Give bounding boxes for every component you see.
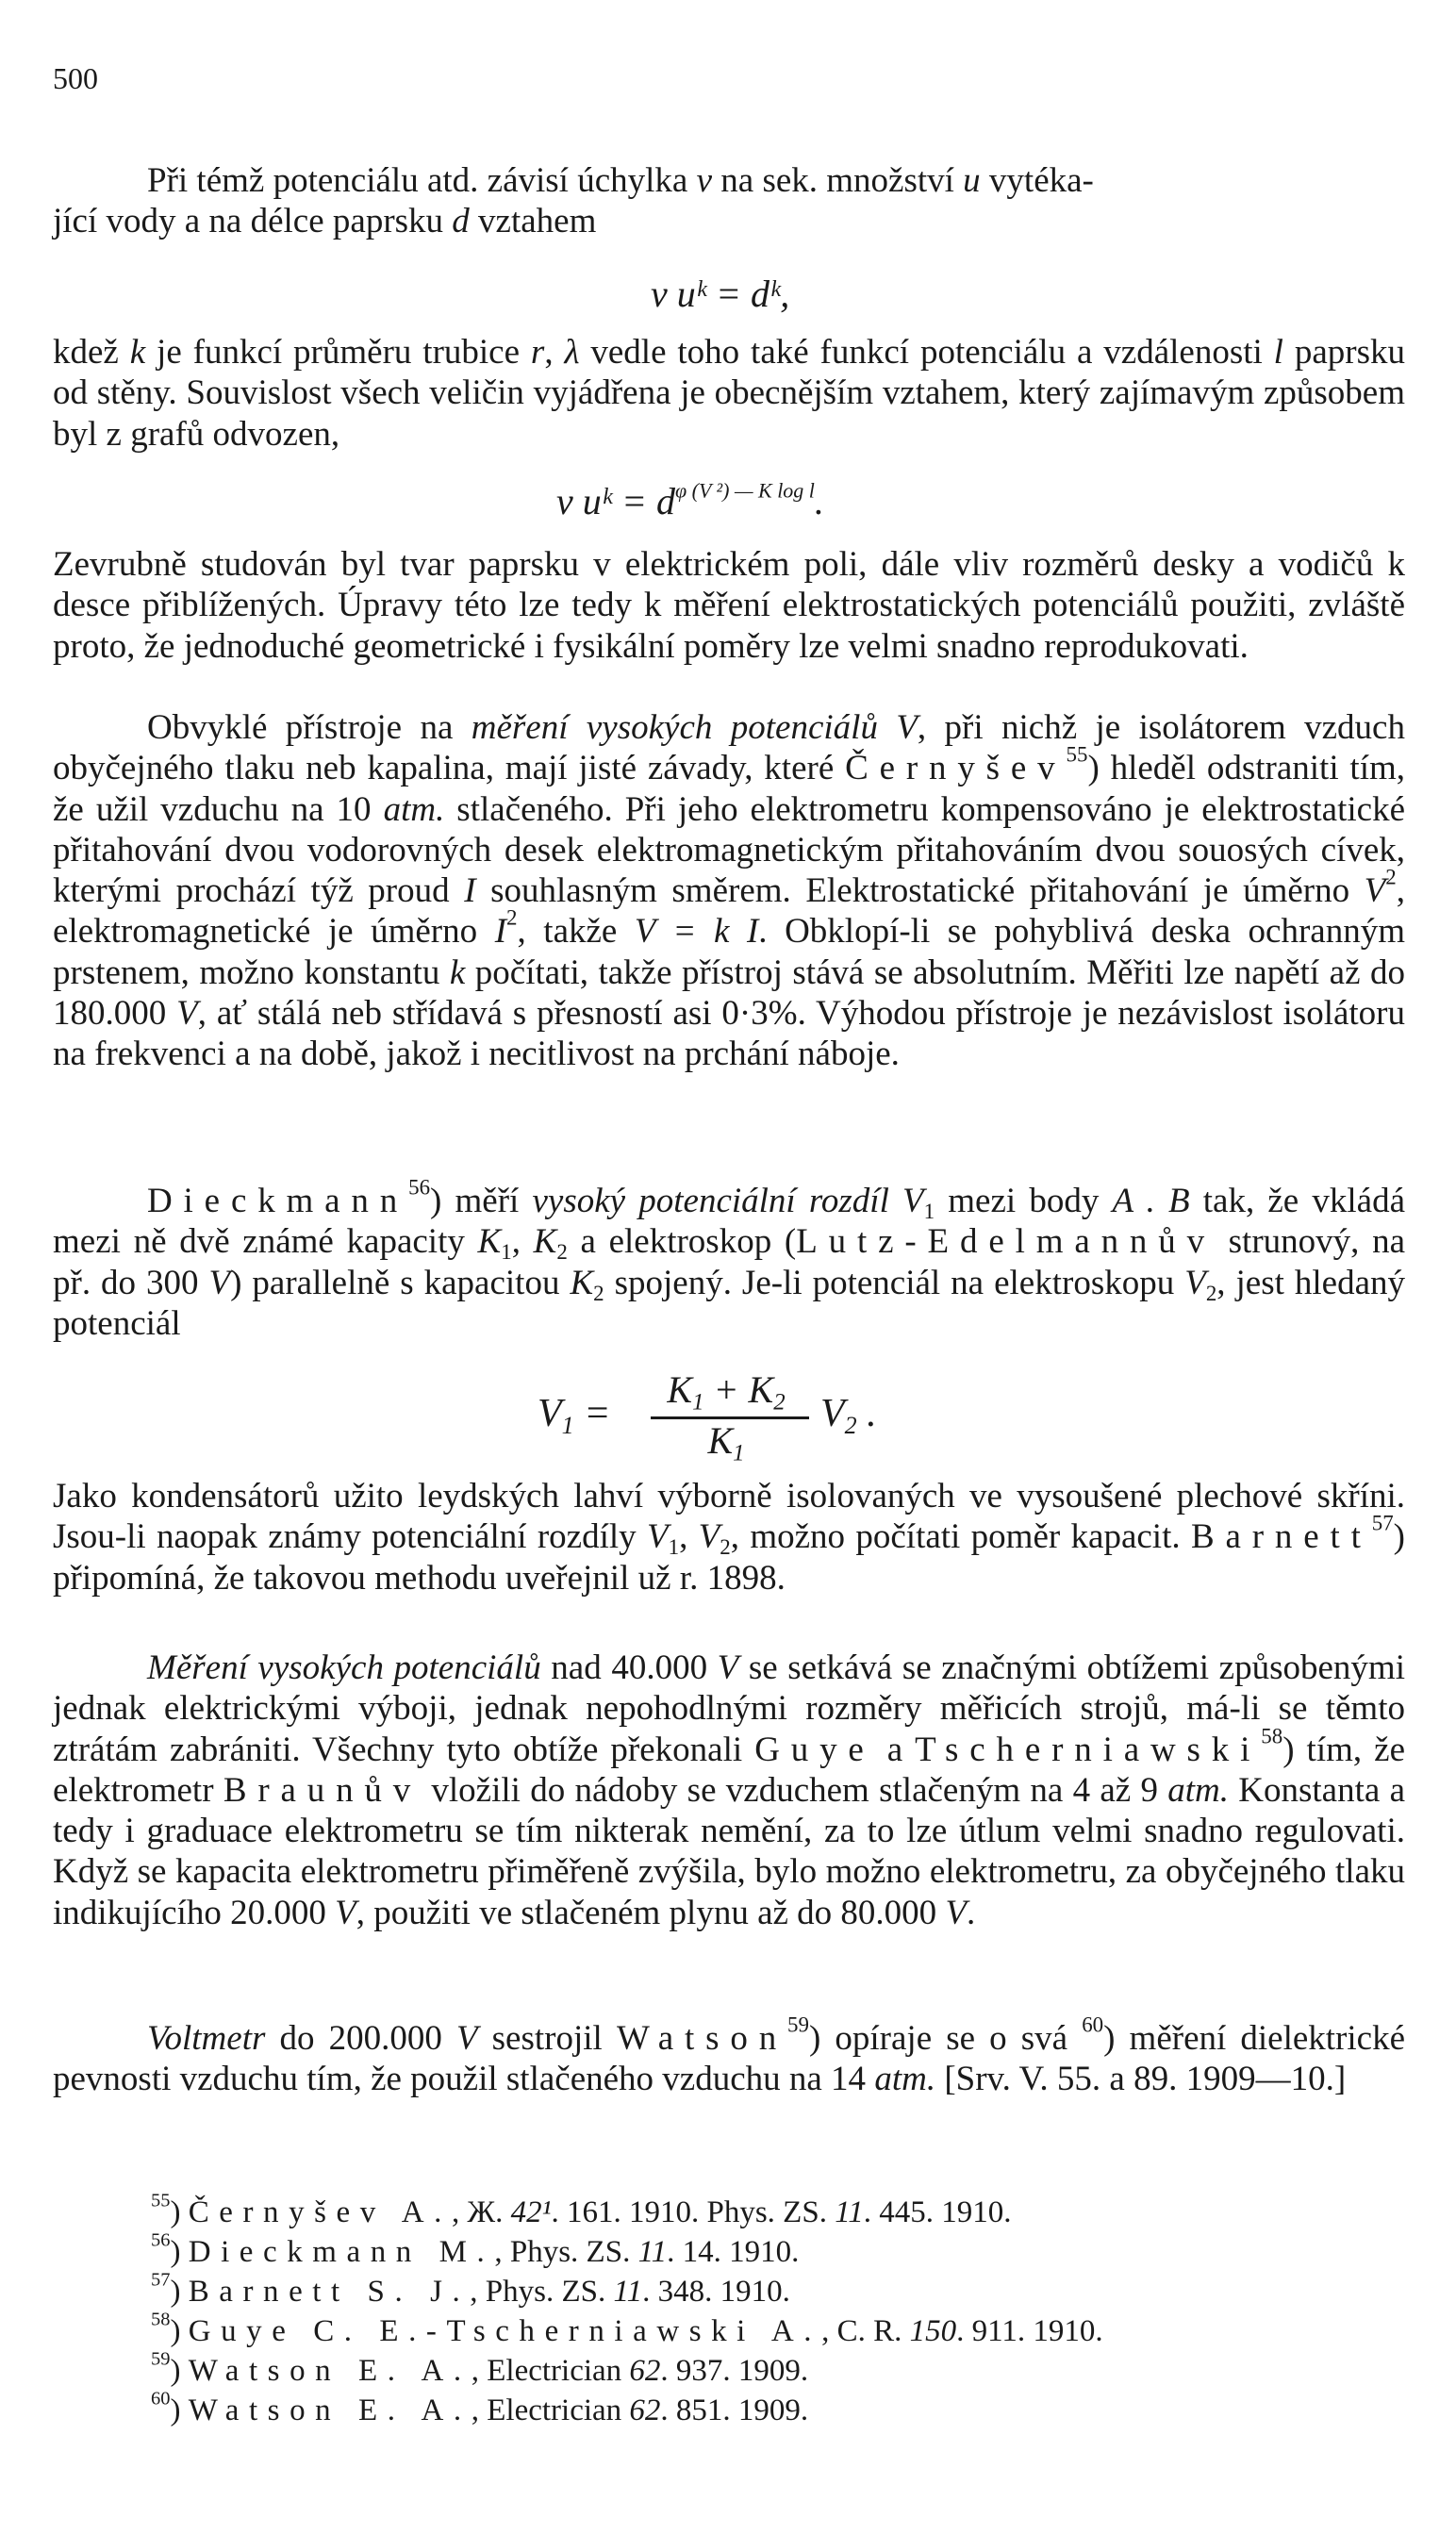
paragraph-4: Obvyklé přístroje na měření vysokých potenciálů V, při nichž je isolátorem vzduch obyčejného tlaku neb kapalina, mají jisté závady, které Černyšev$^{55}$) hleděl odstraniti tím, že užil vzduchu na 10 atm. stlačeného. Při jeho elektrometru kompensováno je elektrostatické přitahování dvou vodorovných desek elektromagnetickým přitahováním dvou souosých cívek, kterými prochází týž proud I souhlasným směrem. Elektrostatické přitahování je úměrno $V^2$, elektromagnetické je úměrno $I^2$, takže V = k I. Obklopí-li se pohyblivá deska ochranným prstenem, možno konstantu k počítati, takže přístroj stává se absolutním. Měřiti lze napětí až do 180.000 V, ať stálá neb střídavá s přesností asi 0·3%. Výhodou přístroje je nezávislost isolátoru na frekvenci a na době, jakož i necitlivost na prchání náboje. <box>53 708 1406 1074</box>
paragraph-8: Voltmetr do 200.000 V sestrojil Watson$^{59}$) opíraje se o svá $^{60}$) měření dielektrické pevnosti vzduchu tím, že použil stlačeného vzduchu na 14 atm. [Srv. V. 55. a 89. 1909—10.] <box>53 2012 1406 2099</box>
paragraph-5: Dieckmann$^{56}$) měří vysoký potenciální rozdíl $V_1$ mezi body A . B tak, že vkládá mezi ně dvě známé kapacity $K_1$, $K_2$ a elektroskop (Lutz-Edelmannův strunový, na př. do 300 V) parallelně s kapacitou $K_2$ spojený. Je-li potenciál na elektroskopu $V_2$, jest hledaný potenciál <box>53 1175 1405 1343</box>
paragraph-7: Měření vysokých potenciálů nad 40.000 V se setkává se značnými obtížemi způsobenými jednak elektrickými výboji, jednak nepohodlnými rozměry měřicích strojů, má-li se těmto ztrátám zabrániti. Všechny tyto obtíže překonali Guye a Tscherniawski$^{58}$) tím, že elektrometr Braunův vložili do nádoby se vzduchem stlačeným na 4 až 9 atm. Konstanta a tedy i graduace elektrometru se tím nikterak nemění, za to lze útlum velmi snadno regulovati. Když se kapacita elektrometru přiměřeně zvýšila, bylo možno elektrometru, za obyčejného tlaku indikujícího 20.000 V, použiti ve stlačeném plynu až do 80.000 V. <box>53 1648 1405 1932</box>
formula-power-law: v uᵏ = dᵏ, <box>651 273 790 315</box>
footnote-60: $^{60}$) Watson E. A., Electrician 62. 851. 1909. <box>151 2388 809 2427</box>
formula-general: v uᵏ = $d^{\varphi (V ^2) — K log l}$. <box>556 478 824 522</box>
formula-fraction: $V_1$ = $K_1 + K_2$ $K_1$ $V_2$ . <box>538 1368 877 1466</box>
footnote-57: $^{57}$) Barnett S. J., Phys. ZS. 11. 348. 1910. <box>151 2269 790 2309</box>
footnotes <box>151 2190 1377 2430</box>
footnote-55: $^{55}$) Černyšev A., Ж. 42¹. 161. 1910. Phys. ZS. 11. 445. 1910. <box>151 2190 1012 2229</box>
footnote-58: $^{58}$) Guye C. E.-Tscherniawski A., C. R. 150. 911. 1910. <box>151 2309 1103 2348</box>
paragraph-6: Jako kondensátorů užito leydských lahví výborně isolovaných ve vysoušené plechové skříni. Jsou-li naopak známy potenciální rozdíly $V_1$, $V_2$, možno počítati poměr kapacit. Barnett$^{57}$) připomíná, že takovou methodu uveřejnil už r. 1898. <box>53 1477 1405 1598</box>
page-number: 500 <box>53 61 98 95</box>
paragraph-1: Při témž potenciálu atd. závisí úchylka v na sek. množství u vytéka- jící vody a na délce paprsku d vztahem <box>53 161 1094 241</box>
paragraph-2: kdež k je funkcí průměru trubice r, λ vedle toho také funkcí potenciálu a vzdálenosti l paprsku od stěny. Souvislost všech veličin vyjádřena je obecnějším vztahem, který zajímavým způsobem byl z grafů odvozen, <box>53 333 1405 454</box>
footnote-56: $^{56}$) Dieckmann M., Phys. ZS. 11. 14. 1910. <box>151 2229 800 2269</box>
footnote-59: $^{59}$) Watson E. A., Electrician 62. 937. 1909. <box>151 2348 809 2388</box>
paragraph-3: Zevrubně studován byl tvar paprsku v elektrickém poli, dále vliv rozměrů desky a vodičů k desce přiblížených. Úpravy této lze tedy k měření elektrostatických potenciálů použiti, zvláště proto, že jednoduché geometrické i fysikální poměry lze velmi snadno reprodukovati. <box>53 545 1405 666</box>
